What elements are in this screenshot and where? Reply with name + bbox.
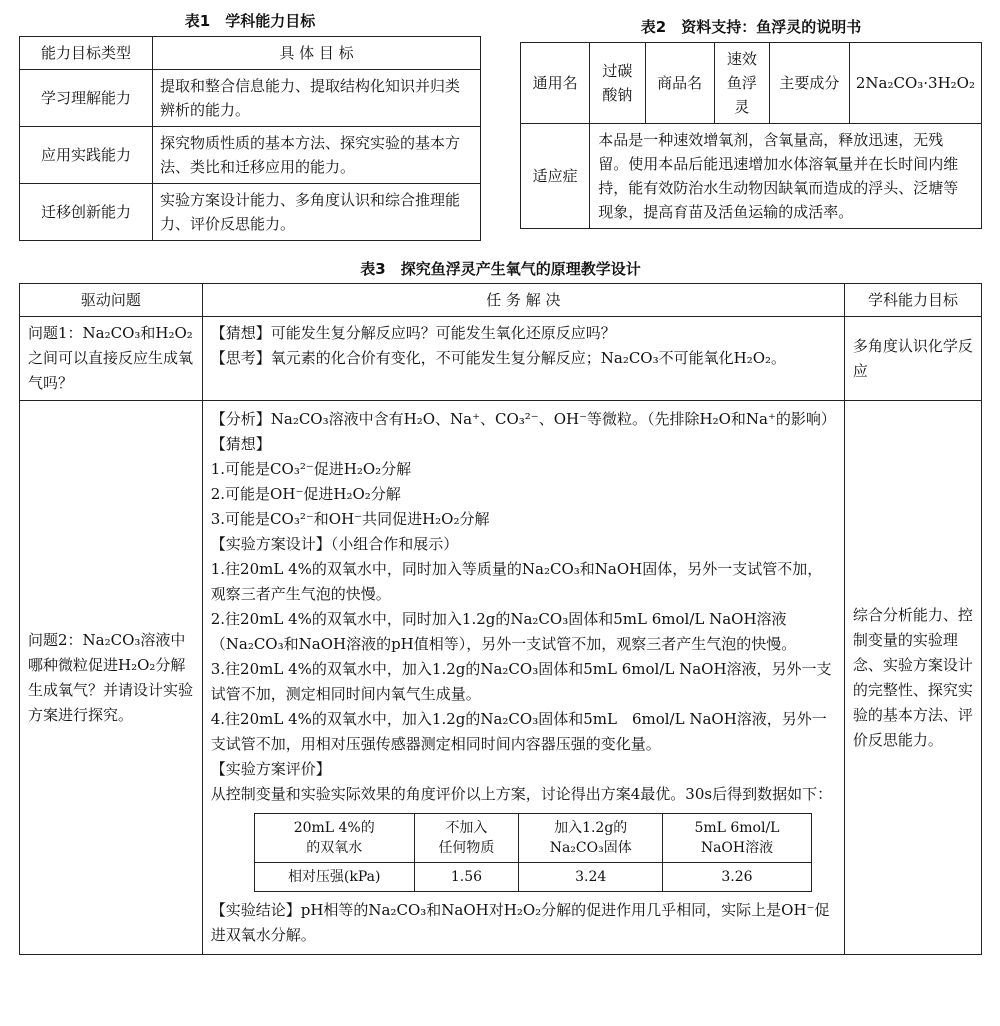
plan-4: 4.往20mL 4%的双氧水中，加入1.2g的Na₂CO₃固体和5mL 6mol/L NaOH溶液，另外一支试管不加，用相对压强传感器测定相同时间内容器压强的变化量。: [210, 710, 827, 753]
pressure-data-table: [254, 813, 812, 892]
eval-title: 【实验方案评价】: [210, 760, 331, 778]
label-common-name: 通用名: [521, 43, 590, 124]
table-row: [20, 70, 481, 127]
q2-goal: 综合分析能力、控制变量的实验理念、实验方案设计的完整性、探究实验的基本方法、评价反思能力。: [844, 401, 981, 955]
data-row-label: 相对压强(kPa): [254, 863, 414, 892]
table2: [520, 42, 982, 229]
q1-think: 【思考】氧元素的化合价有变化，不可能发生复分解反应；Na₂CO₃不可能氧化H₂O₂。: [210, 349, 787, 367]
plan-3: 3.往20mL 4%的双氧水中，加入1.2g的Na₂CO₃固体和5mL 6mol/L NaOH溶液，另外一支试管不加，测定相同时间内氧气生成量。: [210, 660, 832, 703]
table1-caption: 表1 学科能力目标: [184, 12, 316, 30]
guess-1: 1.可能是CO₃²⁻促进H₂O₂分解: [210, 460, 412, 478]
label-trade-name: 商品名: [645, 43, 714, 124]
design-title: 【实验方案设计】（小组合作和展示）: [210, 535, 459, 553]
table3-header-goal: 学科能力目标: [844, 284, 981, 317]
q1-guess: 【猜想】可能发生复分解反应吗？可能发生氧化还原反应吗？: [210, 324, 616, 342]
trade-name: 速效鱼浮灵: [714, 43, 769, 124]
ability-goal: 探究物质性质的基本方法、探究实验的基本方法、类比和迁移应用的能力。: [153, 127, 481, 184]
label-indication: 适应症: [521, 124, 590, 229]
table3-header-task: 任 务 解 决: [202, 284, 844, 317]
ability-type: 迁移创新能力: [20, 184, 153, 241]
table-row: [20, 127, 481, 184]
data-header-base: 20mL 4%的 的双氧水: [254, 814, 414, 863]
plan-2: 2.往20mL 4%的双氧水中，同时加入1.2g的Na₂CO₃固体和5mL 6mol/L NaOH溶液（Na₂CO₃和NaOH溶液的pH值相等），另外一支试管不加，观察三者产生气泡的快慢。: [210, 610, 797, 653]
table-row: [20, 184, 481, 241]
data-value-naoh: 3.26: [663, 863, 812, 892]
plan-1: 1.往20mL 4%的双氧水中，同时加入等质量的Na₂CO₃和NaOH固体，另外一支试管不加，观察三者产生气泡的快慢。: [210, 560, 823, 603]
question-2: 问题2：Na₂CO₃溶液中哪种微粒促进H₂O₂分解生成氧气？并请设计实验方案进行探究。: [20, 401, 203, 955]
table3-caption: 表3 探究鱼浮灵产生氧气的原理教学设计: [360, 260, 641, 278]
ability-goal: 提取和整合信息能力、提取结构化知识并归类辨析的能力。: [153, 70, 481, 127]
guess-3: 3.可能是CO₃²⁻和OH⁻共同促进H₂O₂分解: [210, 510, 490, 528]
data-header-na2co3: 加入1.2g的 Na₂CO₃固体: [519, 814, 663, 863]
conclusion: 【实验结论】pH相等的Na₂CO₃和NaOH对H₂O₂分解的促进作用几乎相同，实际上是OH⁻促进双氧水分解。: [210, 901, 830, 944]
table3-header-question: 驱动问题: [20, 284, 203, 317]
guess-title: 【猜想】: [210, 435, 271, 453]
table1: [19, 36, 481, 241]
label-main-ingredient: 主要成分: [770, 43, 850, 124]
data-value-none: 1.56: [414, 863, 519, 892]
data-value-na2co3: 3.24: [519, 863, 663, 892]
table-row: [20, 317, 982, 401]
guess-2: 2.可能是OH⁻促进H₂O₂分解: [210, 485, 401, 503]
main-formula: 2Na₂CO₃·3H₂O₂: [849, 43, 981, 124]
indication-text: 本品是一种速效增氧剂，含氧量高，释放迅速，无残留。使用本品后能迅速增加水体溶氧量并在长时间内维持，能有效防治水生动物因缺氧而造成的浮头、泛塘等现象，提高育苗及活鱼运输的成活率。: [590, 124, 982, 229]
ability-type: 学习理解能力: [20, 70, 153, 127]
table-row: [20, 401, 982, 955]
table3: [19, 283, 982, 955]
analysis: 【分析】Na₂CO₃溶液中含有H₂O、Na⁺、CO₃²⁻、OH⁻等微粒。（先排除H₂O和Na⁺的影响）: [210, 410, 836, 428]
data-header-none: 不加入 任何物质: [414, 814, 519, 863]
q1-goal: 多角度认识化学反应: [844, 317, 981, 401]
ability-goal: 实验方案设计能力、多角度认识和综合推理能力、评价反思能力。: [153, 184, 481, 241]
eval-text: 从控制变量和实验实际效果的角度评价以上方案，讨论得出方案4最优。30s后得到数据如下：: [210, 785, 833, 803]
ability-type: 应用实践能力: [20, 127, 153, 184]
table2-caption: 表2 资料支持：鱼浮灵的说明书: [640, 18, 862, 36]
common-name: 过碳酸钠: [590, 43, 645, 124]
data-header-naoh: 5mL 6mol/L NaOH溶液: [663, 814, 812, 863]
table1-header-goal: 具 体 目 标: [153, 37, 481, 70]
question-1: 问题1：Na₂CO₃和H₂O₂之间可以直接反应生成氧气吗？: [20, 317, 203, 401]
table1-header-type: 能力目标类型: [20, 37, 153, 70]
